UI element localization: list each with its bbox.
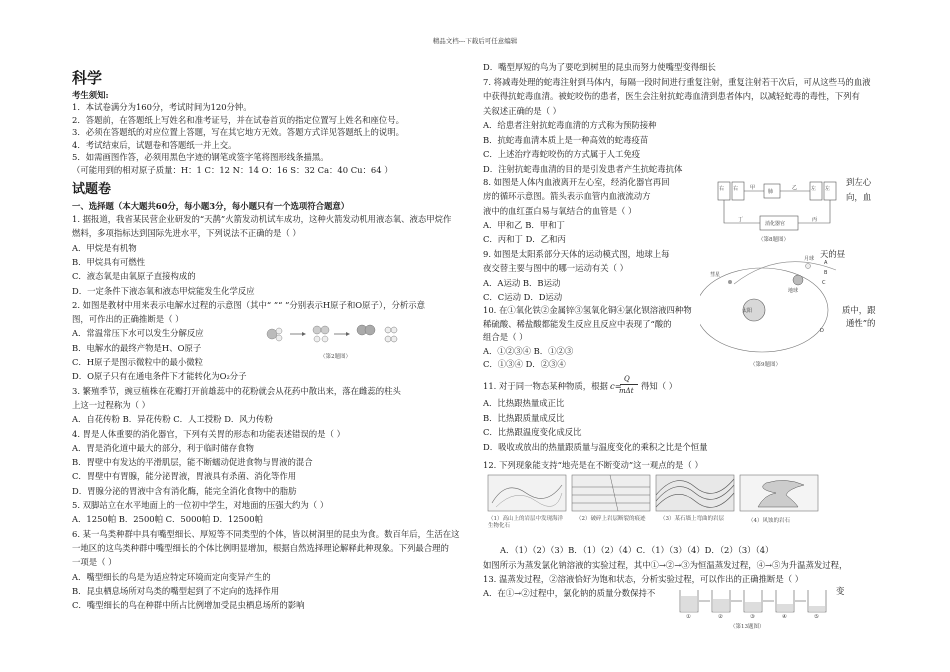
rock-images <box>486 473 826 515</box>
question-line: A．自花传粉 B．异花传粉 C．人工授粉 D．风力传粉 <box>72 414 273 425</box>
fig8-label-lv: 左 <box>825 186 831 192</box>
fig8-label-ding: 丁 <box>738 217 744 223</box>
fig9-label-a: A <box>824 260 828 266</box>
question-line: 关叙述正确的是（ ） <box>483 105 562 116</box>
question-line: C．胃壁中有胃腺，能分泌胃液，胃液具有杀菌、消化等作用 <box>72 471 297 482</box>
beaker-figure <box>676 584 836 628</box>
fig13-label-2: ② <box>718 614 723 620</box>
question-line: 8. 如图是人体内血液离开左心室，经消化器官再回 <box>483 177 670 187</box>
option-line: A．比热跟热量成正比 <box>483 398 565 408</box>
fig2-caption: （第2题图） <box>320 354 351 360</box>
question-line: D．一定条件下液态氧和液态甲烷能发生化学反应 <box>72 285 255 296</box>
question-line: 一项是（ ） <box>72 557 117 568</box>
question-line: D．胃腺分泌的胃液中含有消化酶，能完全消化食物中的脂肪 <box>72 485 297 496</box>
notice-line: 2．答题前，在答题纸上写姓名和准考证号，并在试卷首页的指定位置写上姓名和座位号。 <box>72 114 404 125</box>
question-line: A．常温常压下水可以发生分解反应 <box>72 328 204 339</box>
q12-caption-3: （3）某石墙上弯曲的岩层 <box>660 516 725 522</box>
question-line: D．注射抗蛇毒血清的目的是引发患者产生抗蛇毒抗体 <box>483 163 683 174</box>
notice-line: （可能用到的相对原子质量：H：1 C：12 N：14 O：16 S：32 Ca：40 Cu：64 ） <box>72 165 393 175</box>
question-line: 10. 在①氧化铁②金属锌③氢氧化铜④氯化钡溶液四种物 <box>483 305 692 315</box>
q8-tail-1: 到左心 <box>846 177 872 187</box>
notice-line: 3．必须在答题纸的对应位置上答题，写在其它地方无效。答题方式详见答题纸上的说明。 <box>72 127 404 138</box>
question-line: C．①③④ D．②③④ <box>483 359 566 369</box>
question-line: 2. 如图是教材中用来表示电解水过程的示意图（其中“ ”“ ”分别表示H原子和O原子），分析示意 <box>72 299 425 310</box>
fig9-label-comet: 彗星 <box>710 272 721 278</box>
question-line: B．胃壁中有发达的平滑肌层，能不断蠕动促进食物与胃液的混合 <box>72 457 313 468</box>
fig13-label-5: ⑤ <box>814 614 819 620</box>
question-line: B．电解水的最终产物是H、O原子 <box>72 342 202 353</box>
fig13-label-4: ④ <box>782 614 787 620</box>
question-line: 上这一过程称为（ ） <box>72 399 151 410</box>
question-line: 4. 胃是人体重要的消化器官，下列有关胃的形态和功能表述错误的是（ ） <box>72 428 345 439</box>
fig9-caption: （第9题图） <box>750 362 781 368</box>
orbit-diagram <box>700 248 840 372</box>
option-line: C．比热跟温度变化成反比 <box>483 427 582 438</box>
option-line: D．吸收或放出的热量跟质量与温度变化的乘积之比是个恒量 <box>483 441 708 452</box>
question-line: 组合是（ ） <box>483 332 528 342</box>
q10-tail-1: 质中，跟 <box>842 305 876 315</box>
q11-stem-end: 得知（ ） <box>641 381 678 391</box>
q10-tail-2: 通性”的 <box>846 318 876 328</box>
question-line: 房的循环示意图。箭头表示血管内血液流动方 <box>483 191 651 202</box>
q12-options: A．（1）（2）（3）B．（1）（2）（4）C．（1）（3）（4）D．（2）（3）（4） <box>500 545 774 555</box>
question-line: A．给患者注射抗蛇毒血清的方式称为预防接种 <box>483 120 657 130</box>
question-line: A．①②③④ B．①②③ <box>483 345 574 356</box>
question-line: C．C运动 D．D运动 <box>483 291 563 302</box>
question-line: 9. 如图是太阳系部分天体的运动模式图，地球上每 <box>483 249 670 259</box>
question-line: A．嘴型细长的鸟是为适应特定环境而定向变异产生的 <box>72 571 271 582</box>
circulation-figure <box>716 178 840 244</box>
fig9-label-sun: 太阳 <box>742 308 753 314</box>
q11-stem: 11. 对于同一物态某种物质，根据 <box>483 381 608 391</box>
question-line: B．甲烷具有可燃性 <box>72 256 146 267</box>
notice-line: 5．如需画图作答，必须用黑色字迹的钢笔或签字笔将图形线条描黑。 <box>72 152 329 163</box>
fig9-label-c: C <box>822 280 826 286</box>
question-line: A．胃是消化道中最大的部分，利于临时储存食物 <box>72 442 254 453</box>
rock-figures <box>486 473 826 533</box>
question-line: 液中的血红蛋白易与氧结合的血管是（ ） <box>483 205 637 216</box>
question-line: 1. 据报道，我省某民营企业研发的“天鹊”火箭发动机试车成功，这种火箭发动机用液态氧、液态甲烷作 <box>72 214 452 224</box>
fig8-label-bing: 丙 <box>812 217 818 223</box>
q11-formula-top: Q <box>624 375 630 383</box>
question-line: C．上述治疗毒蛇咬伤的方式属于人工免疫 <box>483 149 641 159</box>
question-line: C．H原子是图示微粒中的最小微粒 <box>72 357 203 367</box>
fig9-label-earth: 地球 <box>788 288 799 294</box>
question-line: B．抗蛇毒血清本质上是一种高效的蛇毒疫苗 <box>483 134 649 145</box>
question-line: 13. 温蒸发过程，②溶液恰好为饱和状态，分析实验过程，可以作出的正确推断是（ ） <box>483 573 804 584</box>
fig9-label-moon: 月球 <box>804 256 815 262</box>
question-line: 燃料，多项指标达到国际先进水平，下列说法不正确的是（ ） <box>72 228 301 239</box>
notice-title: 考生须知: <box>72 90 109 100</box>
question-line: 7. 将减毒处理的蛇毒注射到马体内，每隔一段时间进行重复注射，重复注射若干次后，可从这些马的血液 <box>483 76 871 87</box>
solar-system-figure <box>700 248 840 372</box>
notice-line: 1．本试卷满分为160分，考试时间为120分钟。 <box>72 102 252 112</box>
q12-caption-1: （1）高山上的岩层中发现海洋生物化石 <box>488 516 564 529</box>
question-line: A．甲和乙 B．甲和丁 <box>483 219 565 230</box>
question-line: A．1250帕 B．2500帕 C．5000帕 D．12500帕 <box>72 514 263 525</box>
question-line: D．O原子只有在通电条件下才能转化为O₂分子 <box>72 371 247 382</box>
question-line: 稀硫酸、稀盐酸都能发生反应且反应中表现了“酸的 <box>483 318 672 329</box>
fig8-label-ra: 右 <box>719 186 725 192</box>
option-line: B．比热跟质量成反比 <box>483 412 565 423</box>
fig8-label-la: 左 <box>811 186 817 192</box>
q9-tail: 天的昼 <box>820 249 846 259</box>
q11-formula-c: c= <box>610 381 622 391</box>
fig8-caption: （第8题图） <box>758 237 789 243</box>
fig8-label-yi: 乙 <box>792 185 798 191</box>
q13-tail: 变 <box>836 586 845 596</box>
page-header: 精品文档---下载后可任意编辑 <box>432 37 518 45</box>
q12-caption-2: （2）破碎上岩层断裂的痕迹 <box>576 516 646 522</box>
question-line: 一地区的这鸟类种群中嘴型细长的个体比例明显增加，根据自然选择理论解释此种现象。下列最合理的 <box>72 542 449 553</box>
question-line: 图，可作出的正确推断是（ ） <box>72 314 184 325</box>
electrolysis-figure <box>262 322 412 364</box>
question-line: A．A运动 B．B运动 <box>483 277 561 288</box>
q11-fraction-bar <box>620 384 638 385</box>
section-title: 试题卷 <box>72 182 112 197</box>
question-line: 6. 某一鸟类种群中具有嘴型细长、厚短等不同类型的个体，皆以树洞里的昆虫为食。数百年后，生活在这 <box>72 528 460 539</box>
question-line: C．丙和丁 D．乙和丙 <box>483 234 566 245</box>
fig8-label-rv: 右 <box>733 186 739 192</box>
part1-title: 一、选择题（本大题共60分，每小题3分，每小题只有一个选项符合题意） <box>72 201 350 211</box>
fig13-caption: （第13题图） <box>730 624 765 630</box>
fig9-label-b: B <box>824 270 828 276</box>
question-line: A．在①→②过程中，氯化钠的质量分数保持不 <box>483 587 656 598</box>
fig8-label-lung: 肺 <box>768 189 774 195</box>
question-line: A．甲烷是有机物 <box>72 242 137 253</box>
question-line: 5. 双脚站立在水平地面上的一位初中学生，对地面的压强大约为（ ） <box>72 500 329 510</box>
question-line: C．液态氧是由氧原子直接构成的 <box>72 271 196 282</box>
paper-title: 科学 <box>72 69 103 87</box>
question-line: 3. 繁殖季节，豌豆植株在花瓣打开前雄蕊中的花粉就会从花药中散出来，落在雌蕊的柱头 <box>72 385 401 396</box>
notice-line: 4．考试结束后，试题卷和答题纸一并上交。 <box>72 139 237 150</box>
q12-caption-4: （4）风蚀的岩石 <box>748 518 790 524</box>
question-line: 如图所示为蒸发氯化钠溶液的实验过程，其中①→②→③为恒温蒸发过程，④→⑤为升温蒸发过程， <box>483 560 848 570</box>
beaker-diagram <box>676 584 836 618</box>
fig8-label-jia: 甲 <box>750 185 756 191</box>
q8-tail-2: 向，血 <box>846 192 872 202</box>
fig9-label-d: D <box>820 328 824 334</box>
fig13-label-1: ① <box>686 614 691 620</box>
question-line: D．嘴型厚短的鸟为了要吃到树里的昆虫而努力使嘴型变得细长 <box>483 62 716 72</box>
question-line: C．嘴型细长的鸟在种群中所占比例增加受昆虫栖息场所的影响 <box>72 600 305 611</box>
question-line: B．昆虫栖息场所对鸟类的嘴型起到了不定向的选择作用 <box>72 585 280 596</box>
q11-formula-bottom: mΔt <box>619 387 634 395</box>
question-line: 夜交替主要与图中的哪一运动有关（ ） <box>483 263 629 274</box>
fig8-label-organ: 消化器官 <box>765 221 786 227</box>
fig13-label-3: ③ <box>750 614 755 620</box>
q12-stem: 12. 下列现象能支持“地壳是在不断变动”这一观点的是（ ） <box>483 460 703 470</box>
question-line: 中获得抗蛇毒血清。被蛇咬伤的患者，医生会注射抗蛇毒血清到患者体内，以减轻蛇毒的毒性，下列有 <box>483 91 860 101</box>
